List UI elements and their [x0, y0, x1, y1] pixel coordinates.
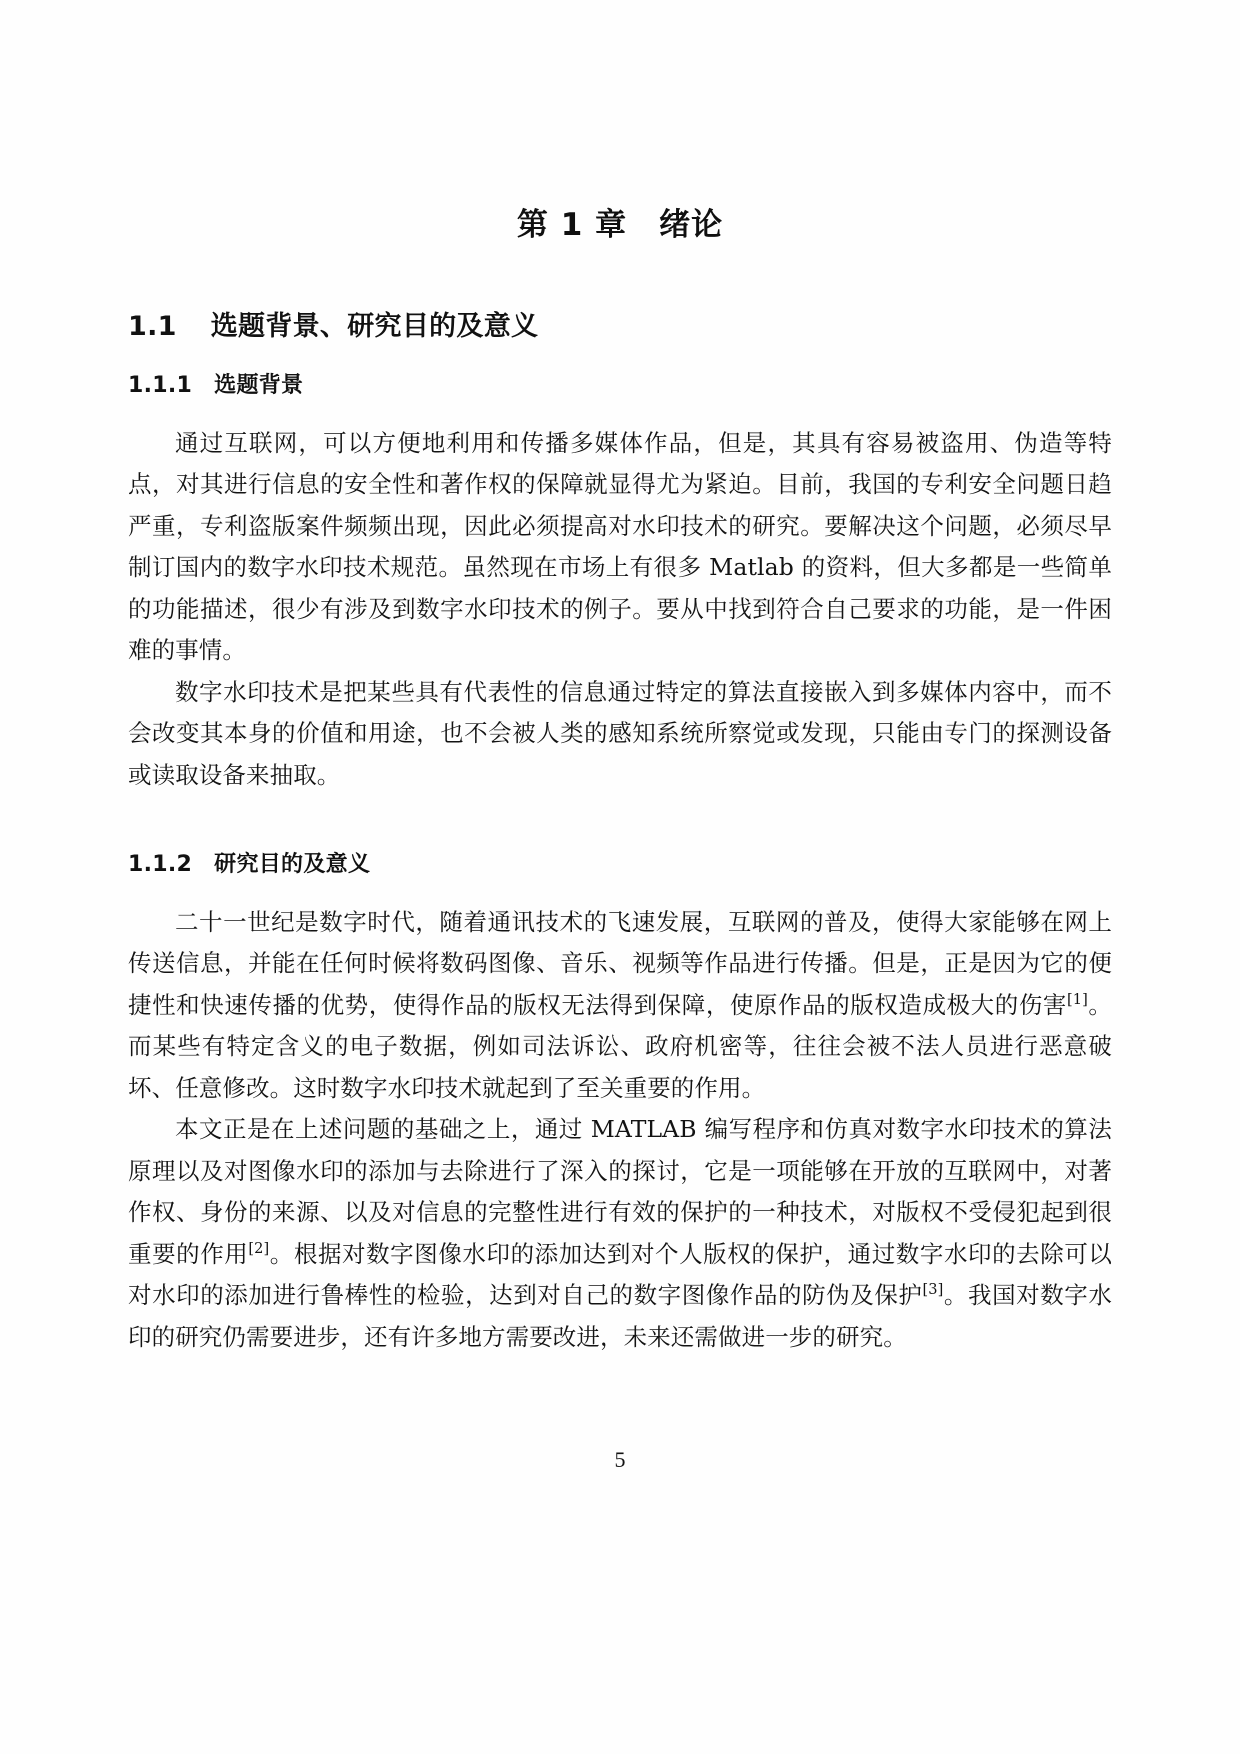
citation-marker-3: [3]: [922, 1281, 944, 1299]
paragraph-purpose-1-text-b: 。而某些有特定含义的电子数据，例如司法诉讼、政府机密等，往往会被不法人员进行恶意破坏、任意修改。这时数字水印技术就起到了至关重要的作用。: [128, 990, 1112, 1102]
section-number-1-1-2: 1.1.2: [128, 852, 193, 878]
paragraph-background-2: 数字水印技术是把某些具有代表性的信息通过特定的算法直接嵌入到多媒体内容中，而不会改变其本身的价值和用途，也不会被人类的感知系统所察觉或发现，只能由专门的探测设备或读取设备来抽取。: [128, 677, 1112, 789]
page-content: [128, 0, 1112, 1358]
chapter-title: 第 1 章 绪论: [516, 207, 724, 243]
paragraph-purpose-1-text-a: 二十一世纪是数字时代，随着通讯技术的飞速发展，互联网的普及，使得大家能够在网上传送信息，并能在任何时候将数码图像、音乐、视频等作品进行传播。但是，正是因为它的便捷性和快速传播的优势，使得作品的版权无法得到保障，使原作品的版权造成极大的伤害: [128, 907, 1112, 1019]
paragraph-purpose-2-text-c: 。我国对数字水印的研究仍需要进步，还有许多地方需要改进，未来还需做进一步的研究。: [128, 1281, 1112, 1351]
paragraph-purpose-1: [128, 902, 1112, 1110]
paragraph-purpose-2-text-b: 。根据对数字图像水印的添加达到对个人版权的保护，通过数字水印的去除可以对水印的添加进行鲁棒性的检验，达到对自己的数字图像作品的防伪及保护: [128, 1239, 1113, 1310]
paragraph-background-1: 通过互联网，可以方便地利用和传播多媒体作品，但是，其具有容易被盗用、伪造等特点，对其进行信息的安全性和著作权的保障就显得尤为紧迫。目前，我国的专利安全问题日趋严重，专利盗版案件频频出现，因此必须提高对水印技术的研究。要解决这个问题，必须尽早制订国内的数字水印技术规范。虽然现在市场上有很多 Matlab 的资料，但大多都是一些简单的功能描述，很少有涉及到数字水印技术的例子。要从中找到符合自己要求的功能，是一件困难的事情。: [128, 428, 1112, 665]
section-title-1-1: 选题背景、研究目的及意义: [210, 310, 539, 342]
section-heading-1-1-2: [128, 851, 1112, 880]
section-number-1-1: 1.1: [128, 310, 177, 342]
paragraph-purpose-2-text-a: 本文正是在上述问题的基础之上，通过 MATLAB 编写程序和仿真对数字水印技术的算法原理以及对图像水印的添加与去除进行了深入的探讨，它是一项能够在开放的互联网中，对著作权、身份的来源、以及对信息的完整性进行有效的保护的一种技术，对版权不受侵犯起到很重要的作用: [128, 1115, 1112, 1268]
section-heading-1-1-1: [128, 372, 1112, 401]
section-number-1-1-1: 1.1.1: [128, 372, 193, 398]
page-number: 5: [614, 1447, 626, 1472]
paragraph-purpose-2: [128, 1109, 1112, 1358]
citation-marker-1: [1]: [1066, 990, 1088, 1008]
citation-marker-2: [2]: [248, 1239, 270, 1257]
section-heading-1-1: [128, 309, 1112, 344]
section-title-1-1-1: 选题背景: [214, 372, 304, 398]
section-title-1-1-2: 研究目的及意义: [214, 852, 371, 878]
